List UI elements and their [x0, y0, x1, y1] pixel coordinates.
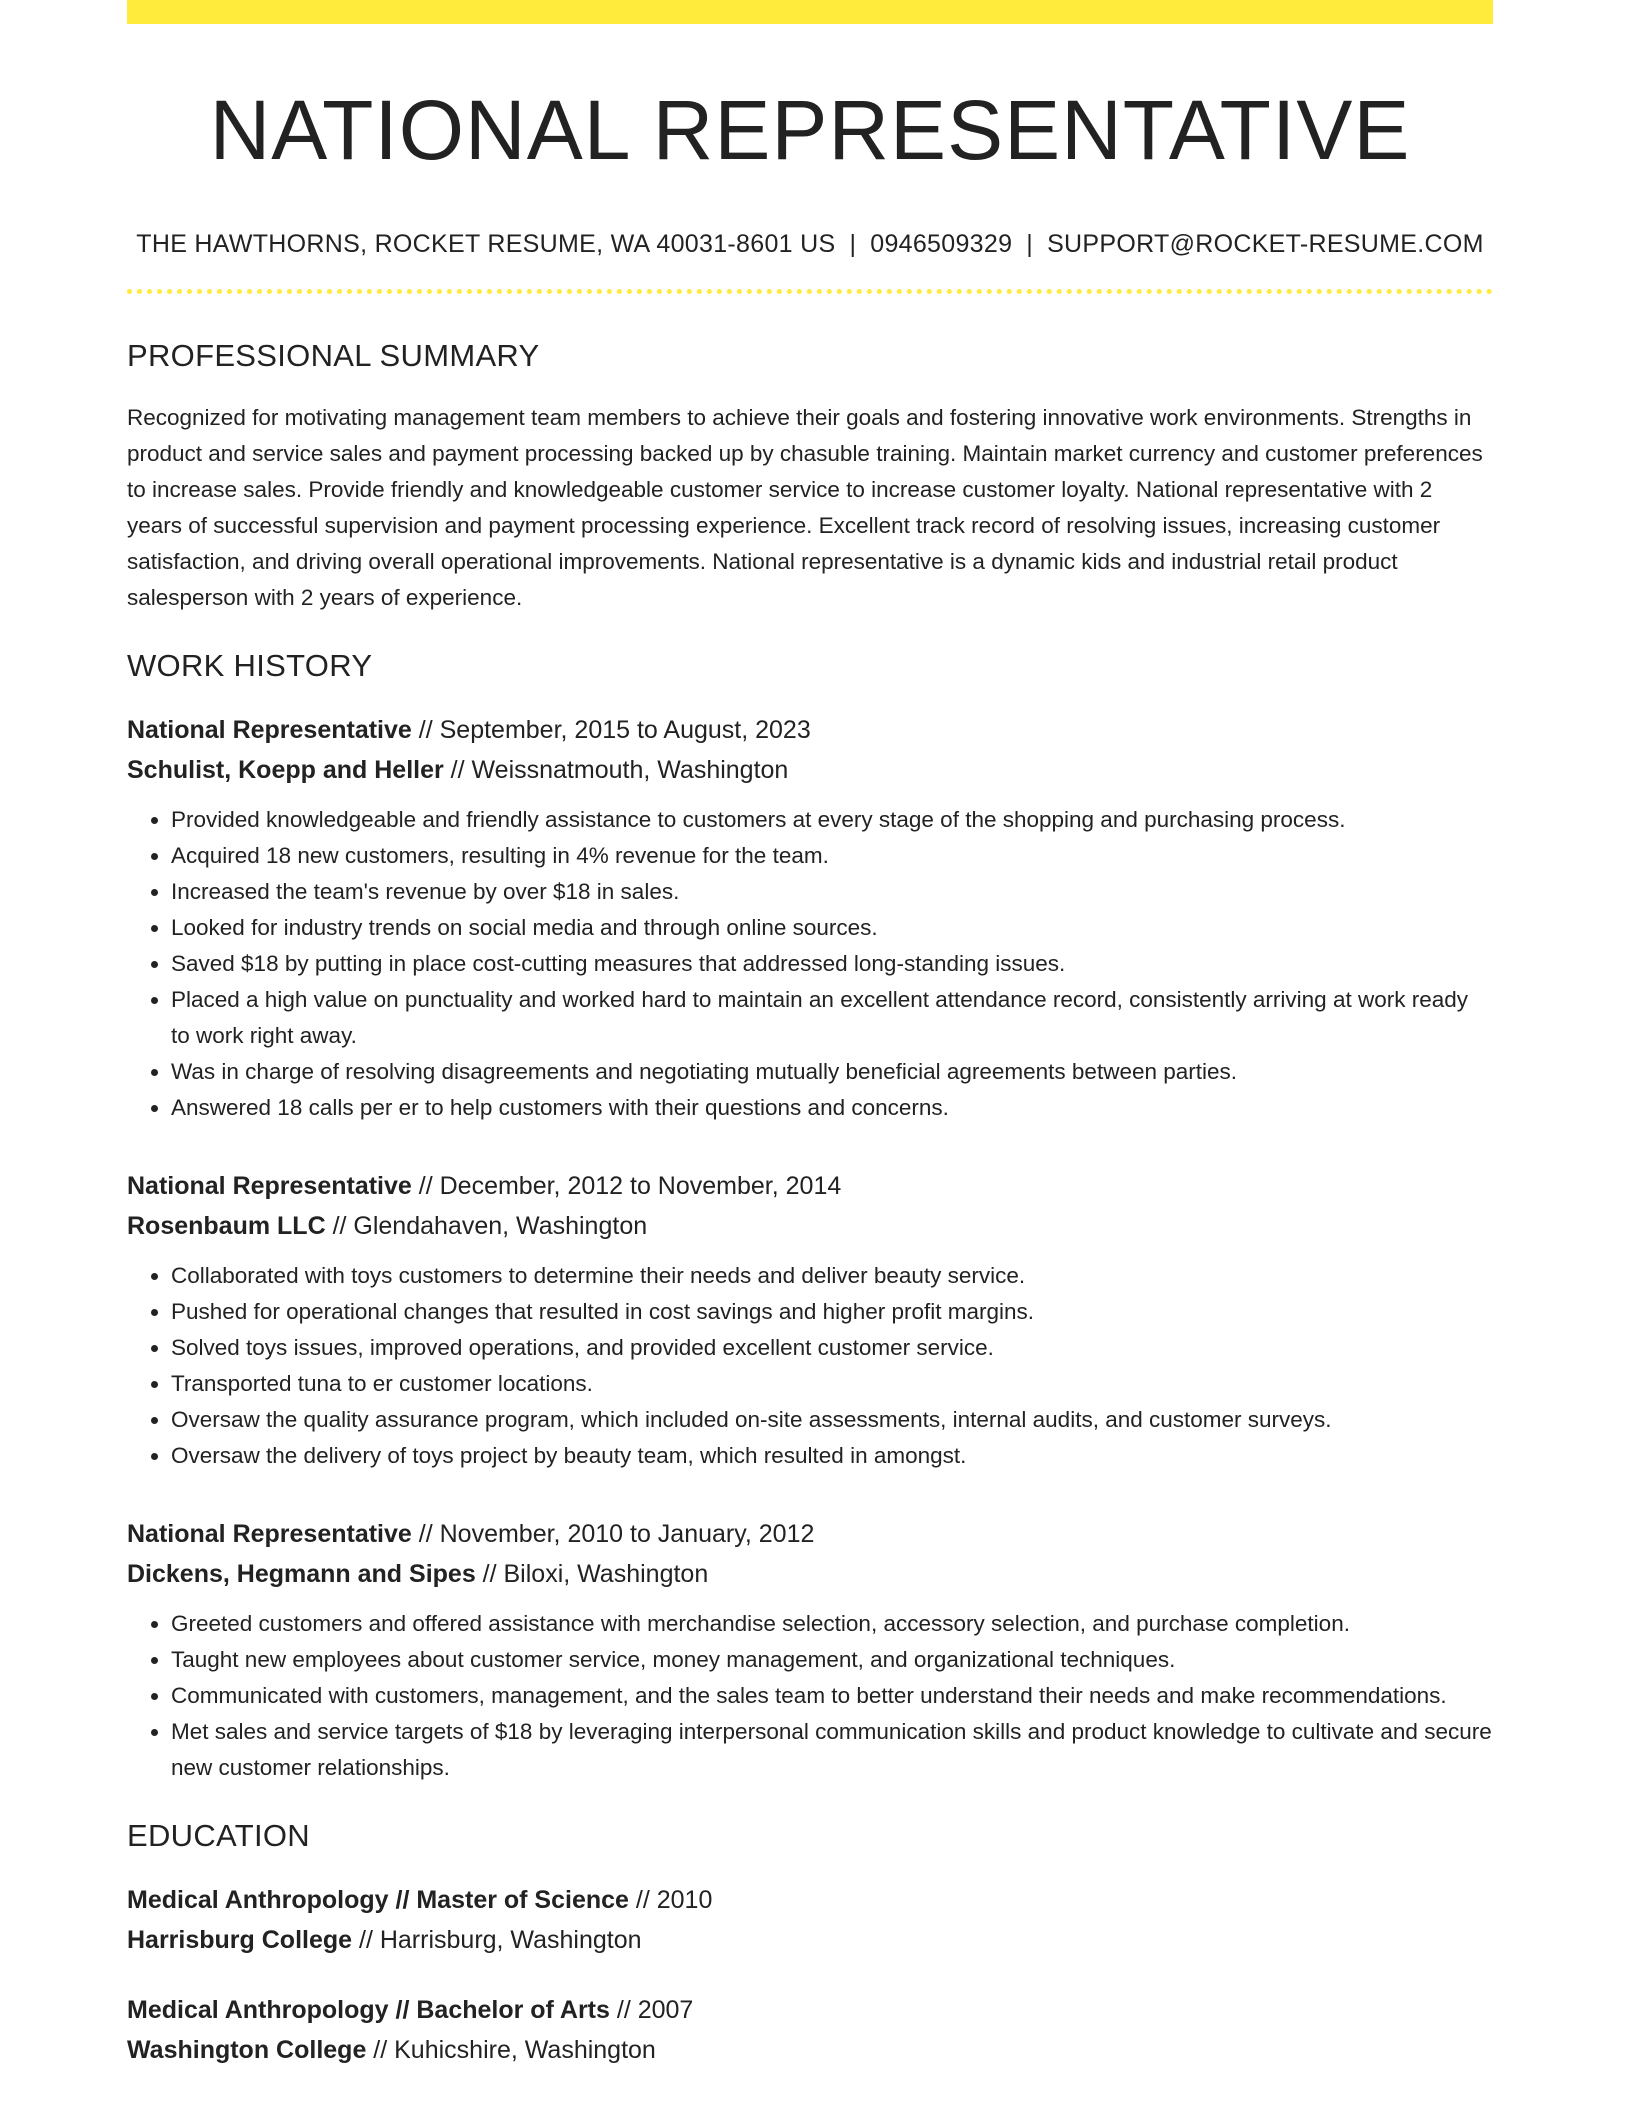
job-bullets [127, 802, 1493, 1126]
job-company-line [127, 1206, 1493, 1246]
education-location: // Harrisburg, Washington [352, 1926, 642, 1955]
bullet-item: • Increased the team's revenue by over $18 in sales. [171, 874, 1493, 910]
bullet-item: • Answered 18 calls per er to help customers with their questions and concerns. [171, 1090, 1493, 1126]
resume-page [127, 0, 1493, 2070]
contact-separator: | [849, 230, 857, 259]
bullet-item: • Was in charge of resolving disagreements and negotiating mutually beneficial agreements between parties. [171, 1054, 1493, 1090]
job-entry [127, 710, 1493, 1126]
contact-address: THE HAWTHORNS, ROCKET RESUME, WA 40031-8601 US [136, 230, 836, 259]
education-degree: Medical Anthropology // Master of Science [127, 1886, 629, 1915]
summary-heading: PROFESSIONAL SUMMARY [127, 338, 540, 374]
bullet-item: • Oversaw the delivery of toys project by beauty team, which resulted in amongst. [171, 1438, 1493, 1474]
bullet-item: • Provided knowledgeable and friendly assistance to customers at every stage of the shopping and purchasing process. [171, 802, 1493, 838]
job-dates: // November, 2010 to January, 2012 [411, 1520, 815, 1549]
contact-line [127, 230, 1493, 259]
job-location: // Biloxi, Washington [475, 1560, 709, 1589]
top-accent-bar [127, 0, 1493, 24]
header-divider [127, 289, 1493, 294]
job-title: National Representative [127, 716, 412, 745]
bullet-item: • Placed a high value on punctuality and worked hard to maintain an excellent attendance record, consistently arriving at work ready to work right away. [171, 982, 1493, 1054]
education-location: // Kuhicshire, Washington [366, 2036, 656, 2065]
education-school-line [127, 1920, 1493, 1960]
bullet-item: • Saved $18 by putting in place cost-cutting measures that addressed long-standing issues. [171, 946, 1493, 982]
job-dates: // December, 2012 to November, 2014 [411, 1172, 842, 1201]
education-degree-line [127, 1880, 1493, 1920]
job-company: Schulist, Koepp and Heller [127, 756, 444, 785]
job-title-line [127, 710, 1493, 750]
bullet-item: • Solved toys issues, improved operations, and provided excellent customer service. [171, 1330, 1493, 1366]
education-heading: EDUCATION [127, 1818, 310, 1854]
education-degree-line [127, 1990, 1493, 2030]
job-dates: // September, 2015 to August, 2023 [411, 716, 811, 745]
job-company-line [127, 1554, 1493, 1594]
job-entry [127, 1514, 1493, 1786]
job-title-line [127, 1166, 1493, 1206]
bullet-item: • Looked for industry trends on social media and through online sources. [171, 910, 1493, 946]
education-entry [127, 1880, 1493, 1960]
job-title: National Representative [127, 1172, 412, 1201]
job-location: // Glendahaven, Washington [325, 1212, 648, 1241]
education-entry [127, 1990, 1493, 2070]
job-bullets [127, 1258, 1493, 1474]
contact-phone: 0946509329 [870, 230, 1013, 259]
education-year: // 2007 [609, 1996, 694, 2025]
education-year: // 2010 [628, 1886, 713, 1915]
summary-text: Recognized for motivating management team members to achieve their goals and fostering innovative work environments. Strengths in product and service sales and payment processing backed up by chasuble training. Maintain market currency and customer preferences to increase sales. Provide friendly and knowledgeable customer service to increase customer loyalty. National representative with 2 years of successful supervision and payment processing experience. Excellent track record of resolving issues, increasing customer satisfaction, and driving overall operational improvements. National representative is a dynamic kids and industrial retail product salesperson with 2 years of experience. [127, 405, 1483, 611]
page-title: NATIONAL REPRESENTATIVE [209, 83, 1411, 177]
job-company: Dickens, Hegmann and Sipes [127, 1560, 476, 1589]
education-school: Harrisburg College [127, 1926, 353, 1955]
job-title: National Representative [127, 1520, 412, 1549]
education-school: Washington College [127, 2036, 367, 2065]
job-company: Rosenbaum LLC [127, 1212, 326, 1241]
contact-email: SUPPORT@ROCKET-RESUME.COM [1047, 230, 1484, 259]
education-school-line [127, 2030, 1493, 2070]
job-location: // Weissnatmouth, Washington [443, 756, 789, 785]
bullet-item: • Met sales and service targets of $18 by leveraging interpersonal communication skills and product knowledge to cultivate and secure new customer relationships. [171, 1714, 1493, 1786]
job-entry [127, 1166, 1493, 1474]
bullet-item: • Taught new employees about customer service, money management, and organizational techniques. [171, 1642, 1493, 1678]
contact-separator: | [1026, 230, 1034, 259]
job-title-line [127, 1514, 1493, 1554]
bullet-item: • Transported tuna to er customer locations. [171, 1366, 1493, 1402]
bullet-item: • Communicated with customers, management, and the sales team to better understand their needs and make recommendations. [171, 1678, 1493, 1714]
job-bullets [127, 1606, 1493, 1786]
bullet-item: • Collaborated with toys customers to determine their needs and deliver beauty service. [171, 1258, 1493, 1294]
bullet-item: • Oversaw the quality assurance program, which included on-site assessments, internal audits, and customer surveys. [171, 1402, 1493, 1438]
education-degree: Medical Anthropology // Bachelor of Arts [127, 1996, 610, 2025]
job-company-line [127, 750, 1493, 790]
bullet-item: • Greeted customers and offered assistance with merchandise selection, accessory selection, and purchase completion. [171, 1606, 1493, 1642]
bullet-item: • Pushed for operational changes that resulted in cost savings and higher profit margins. [171, 1294, 1493, 1330]
work-history-heading: WORK HISTORY [127, 648, 373, 684]
bullet-item: • Acquired 18 new customers, resulting in 4% revenue for the team. [171, 838, 1493, 874]
